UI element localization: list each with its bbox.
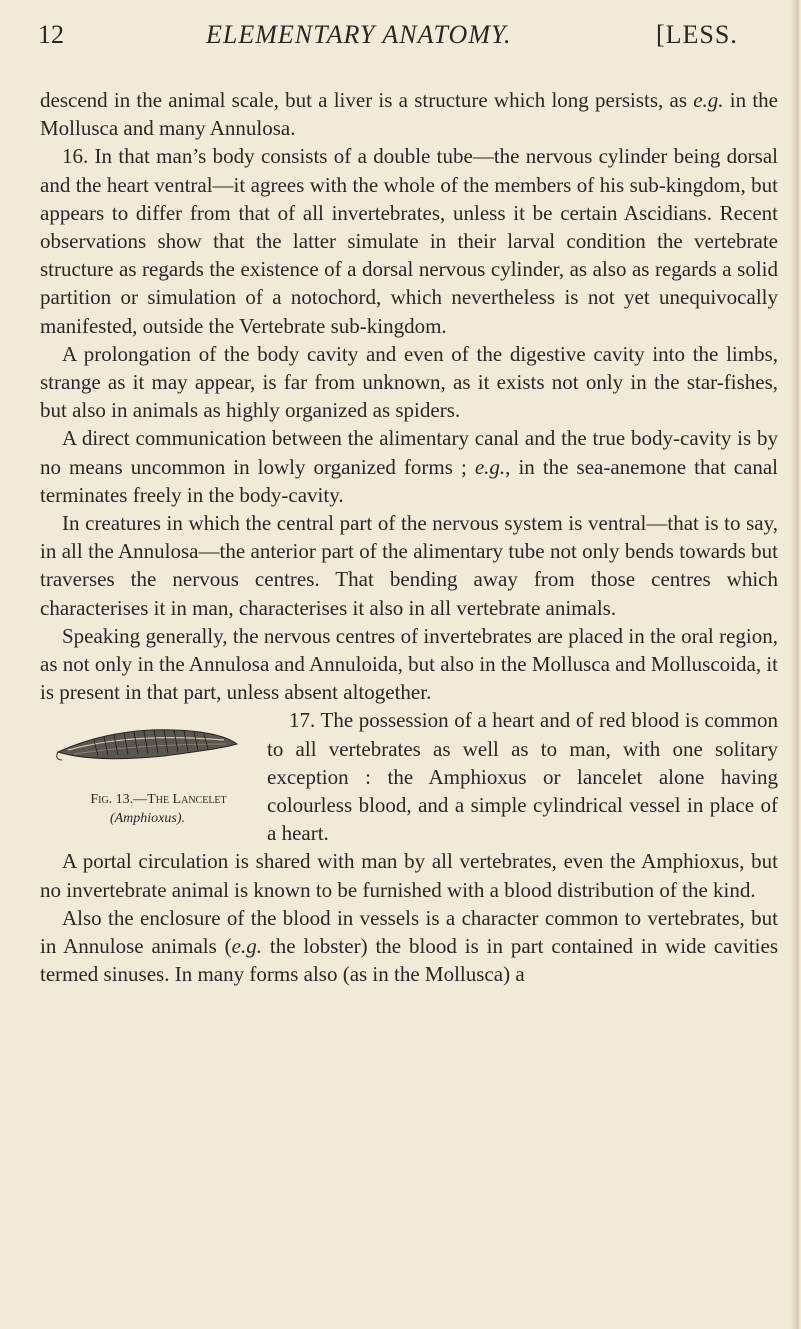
- paragraph: [40, 142, 778, 339]
- paragraph: [40, 622, 778, 707]
- figure: [40, 706, 255, 846]
- paragraph: [40, 509, 778, 622]
- paragraph-text: descend in the animal scale, but a liver is a structure which long persists, as: [40, 88, 694, 112]
- paragraph-text: e.g.: [693, 88, 724, 112]
- paragraph-text: e.g.: [474, 454, 506, 479]
- paragraph-text: 16. In that man’s body consists of a double tube—the nervous cylinder being dorsal and the heart ventral—it agrees with the whole of the members of his sub-kingdom, but appears to differ from that of all invertebrates, unless it be certain Ascidians. Recent observations show that the latter simulate in their larval condition the vertebrate structure as regards the existence of a dorsal nervous cylinder, as also as regards a solid partition or simulation of a notochord, which nevertheless is not yet unequivocally manifested, outside the Vertebrate sub-kingdom.: [40, 144, 778, 338]
- paragraph-with-figure: [40, 706, 778, 847]
- paragraph: [40, 86, 778, 142]
- paragraph: [40, 847, 778, 903]
- figure-caption-taxon: (Amphioxus).: [109, 811, 186, 827]
- page-number: 12: [38, 20, 64, 49]
- paragraph-text: Also the enclosure of the blood in vessels is a character common to vertebrates, but in Annulose animals (: [40, 905, 778, 959]
- lancelet-illustration: [54, 718, 240, 774]
- paragraph-text: the lobster) the blood is in part contained in wide cavities termed sinuses. In many forms also (as in the Mollusca) a: [40, 934, 778, 987]
- paragraph-text: 17. The possession of a heart and of red blood is common to all vertebrates as well as to man, with one solitary exception : the Amphioxus or lancelet alone having colourless blood, and a simple cylindrical vessel in place of a heart.: [267, 708, 778, 846]
- paragraph-text: A prolongation of the body cavity and even of the digestive cavity into the limbs, strange as it may appear, is far from unknown, as it exists not only in the star-fishes, but also in animals as highly organized as spiders.: [40, 341, 778, 423]
- paragraph: [40, 904, 778, 989]
- paragraph-text: Speaking generally, the nervous centres of invertebrates are placed in the oral region, as not only in the Annulosa and Annuloida, but also in the Mollusca and Molluscoida, it is present in that part, unless absent altogether.: [40, 623, 778, 705]
- paragraph-text: A portal circulation is shared with man by all vertebrates, even the Amphioxus, but no invertebrate animal is known to be furnished with a blood distribution of the kind.: [40, 849, 778, 902]
- running-header: [38, 20, 778, 54]
- page-edge: [789, 0, 801, 1329]
- paragraph: [40, 424, 778, 509]
- figure-caption-text: —The Lancelet: [133, 792, 227, 808]
- paragraph: [40, 340, 778, 425]
- figure-caption: [40, 790, 255, 828]
- paragraph-text: , in the sea-anemone that canal terminates freely in the body-cavity.: [40, 454, 778, 507]
- paragraph-text: A direct communication between the alimentary canal and the true body-cavity is by no means uncommon in lowly organized forms ;: [40, 426, 778, 479]
- figure-label: Fig. 13.: [90, 792, 134, 808]
- paragraph-text: e.g.: [231, 934, 262, 959]
- paragraph-text: In creatures in which the central part of the nervous system is ventral—that is to say, in all the Annulosa—the anterior part of the alimentary tube not only bends towards but traverses the nervous centres. That bending away from those centres which characterises it in man, characterises it also in all vertebrate animals.: [40, 511, 778, 620]
- paragraph-text: in the Mollusca and many Annulosa.: [40, 88, 778, 141]
- body-text: [40, 86, 778, 989]
- section-marker: [LESS.: [656, 20, 738, 49]
- running-title: ELEMENTARY ANATOMY.: [206, 20, 512, 49]
